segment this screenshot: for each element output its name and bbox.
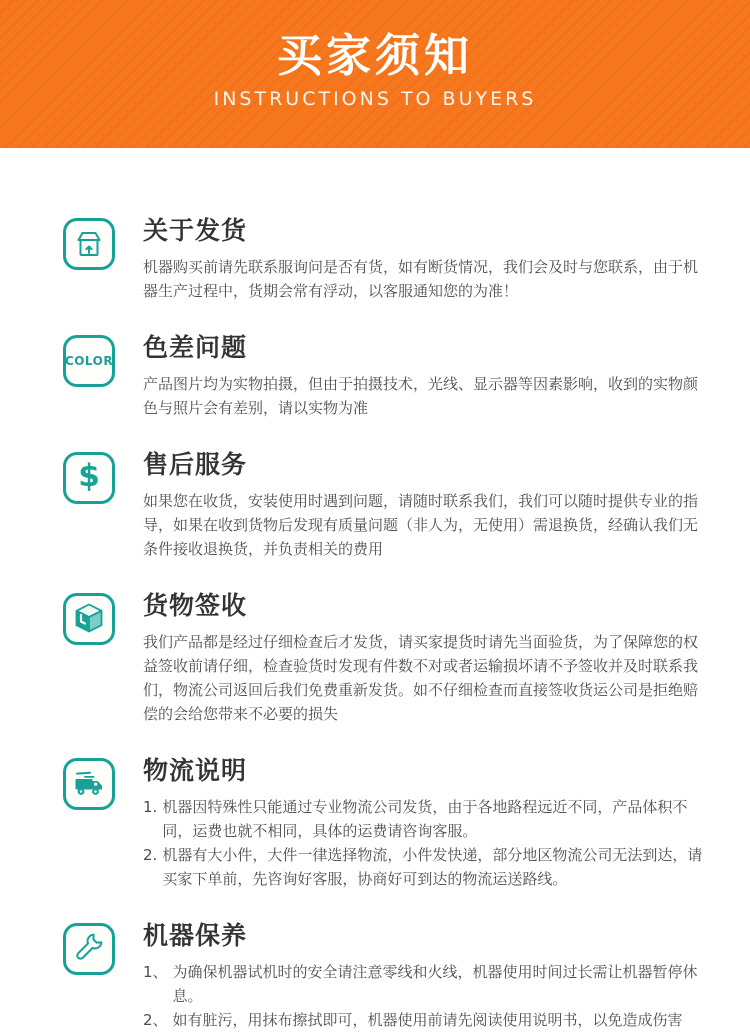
color-swatch-icon-label: COLOR (64, 354, 114, 368)
list-item-marker: 2. (143, 846, 158, 864)
list-item (143, 795, 710, 843)
section-goods-receipt (63, 591, 710, 726)
list-item (143, 1008, 710, 1032)
section-maintenance (63, 921, 710, 1032)
shipping-box-icon-svg (69, 224, 109, 264)
section-title: 售后服务 (143, 450, 248, 479)
list-item (143, 960, 710, 1008)
section-shipping (63, 216, 710, 303)
delivery-truck-icon-svg (69, 764, 109, 804)
section-after-sales (63, 450, 710, 561)
section-logistics (63, 756, 710, 891)
list-item-marker: 2、 (143, 1011, 168, 1029)
section-body: 如果您在收货，安装使用时遇到问题，请随时联系我们，我们可以随时提供专业的指导，如果在收到货物后发现有质量问题（非人为，无使用）需退换货，经确认我们无条件接收退换货，并负责相关的费用 (143, 492, 699, 558)
section-title: 关于发货 (143, 216, 248, 245)
section-body: 产品图片均为实物拍摄，但由于拍摄技术，光线、显示器等因素影响，收到的实物颜色与照片会有差别，请以实物为准 (143, 375, 699, 417)
delivery-truck-icon (63, 758, 115, 810)
dollar-icon-label: $ (78, 458, 100, 494)
section-body: 我们产品都是经过仔细检查后才发货，请买家提货时请先当面验货，为了保障您的权益签收前请仔细，检查验货时发现有件数不对或者运输损坏请不予签收并及时联系我们，物流公司返回后我们免费重新发货。如不仔细检查而直接签收货运公司是拒绝赔偿的会给您带来不必要的损失 (143, 633, 699, 723)
list-item-marker: 1. (143, 798, 158, 816)
section-title: 色差问题 (143, 333, 248, 362)
page-title: 买家须知 (276, 29, 473, 82)
list-item-marker: 1、 (143, 963, 168, 981)
section-body: 机器购买前请先联系服询问是否有货，如有断货情况，我们会及时与您联系，由于机器生产过程中，货期会常有浮动，以客服通知您的为准！ (143, 258, 699, 300)
sections-list (0, 148, 750, 1032)
color-swatch-icon (63, 335, 115, 387)
section-title: 机器保养 (143, 921, 248, 950)
package-cube-icon-svg (69, 599, 109, 639)
section-color-difference (63, 333, 710, 420)
dollar-icon (63, 452, 115, 504)
wrench-icon (63, 923, 115, 975)
header-banner (0, 0, 750, 148)
list-item-text: 为确保机器试机时的安全请注意零线和火线，机器使用时间过长需让机器暂停休息。 (172, 963, 698, 1005)
section-title: 货物签收 (143, 591, 248, 620)
list-item-text: 如有脏污，用抹布擦拭即可，机器使用前请先阅读使用说明书，以免造成伤害 (172, 1011, 683, 1029)
list-item-text: 机器有大小件，大件一律选择物流，小件发快递，部分地区物流公司无法到达，请买家下单前，先咨询好客服，协商好可到达的物流运送路线。 (162, 846, 703, 888)
section-title: 物流说明 (143, 756, 248, 785)
list-item (143, 843, 710, 891)
list-item-text: 机器因特殊性只能通过专业物流公司发货，由于各地路程远近不同，产品体积不同，运费也就不相同，具体的运费请咨询客服。 (162, 798, 688, 840)
shipping-box-icon (63, 218, 115, 270)
page-subtitle: INSTRUCTIONS TO BUYERS (213, 88, 537, 110)
wrench-icon-svg (69, 929, 109, 969)
package-cube-icon (63, 593, 115, 645)
